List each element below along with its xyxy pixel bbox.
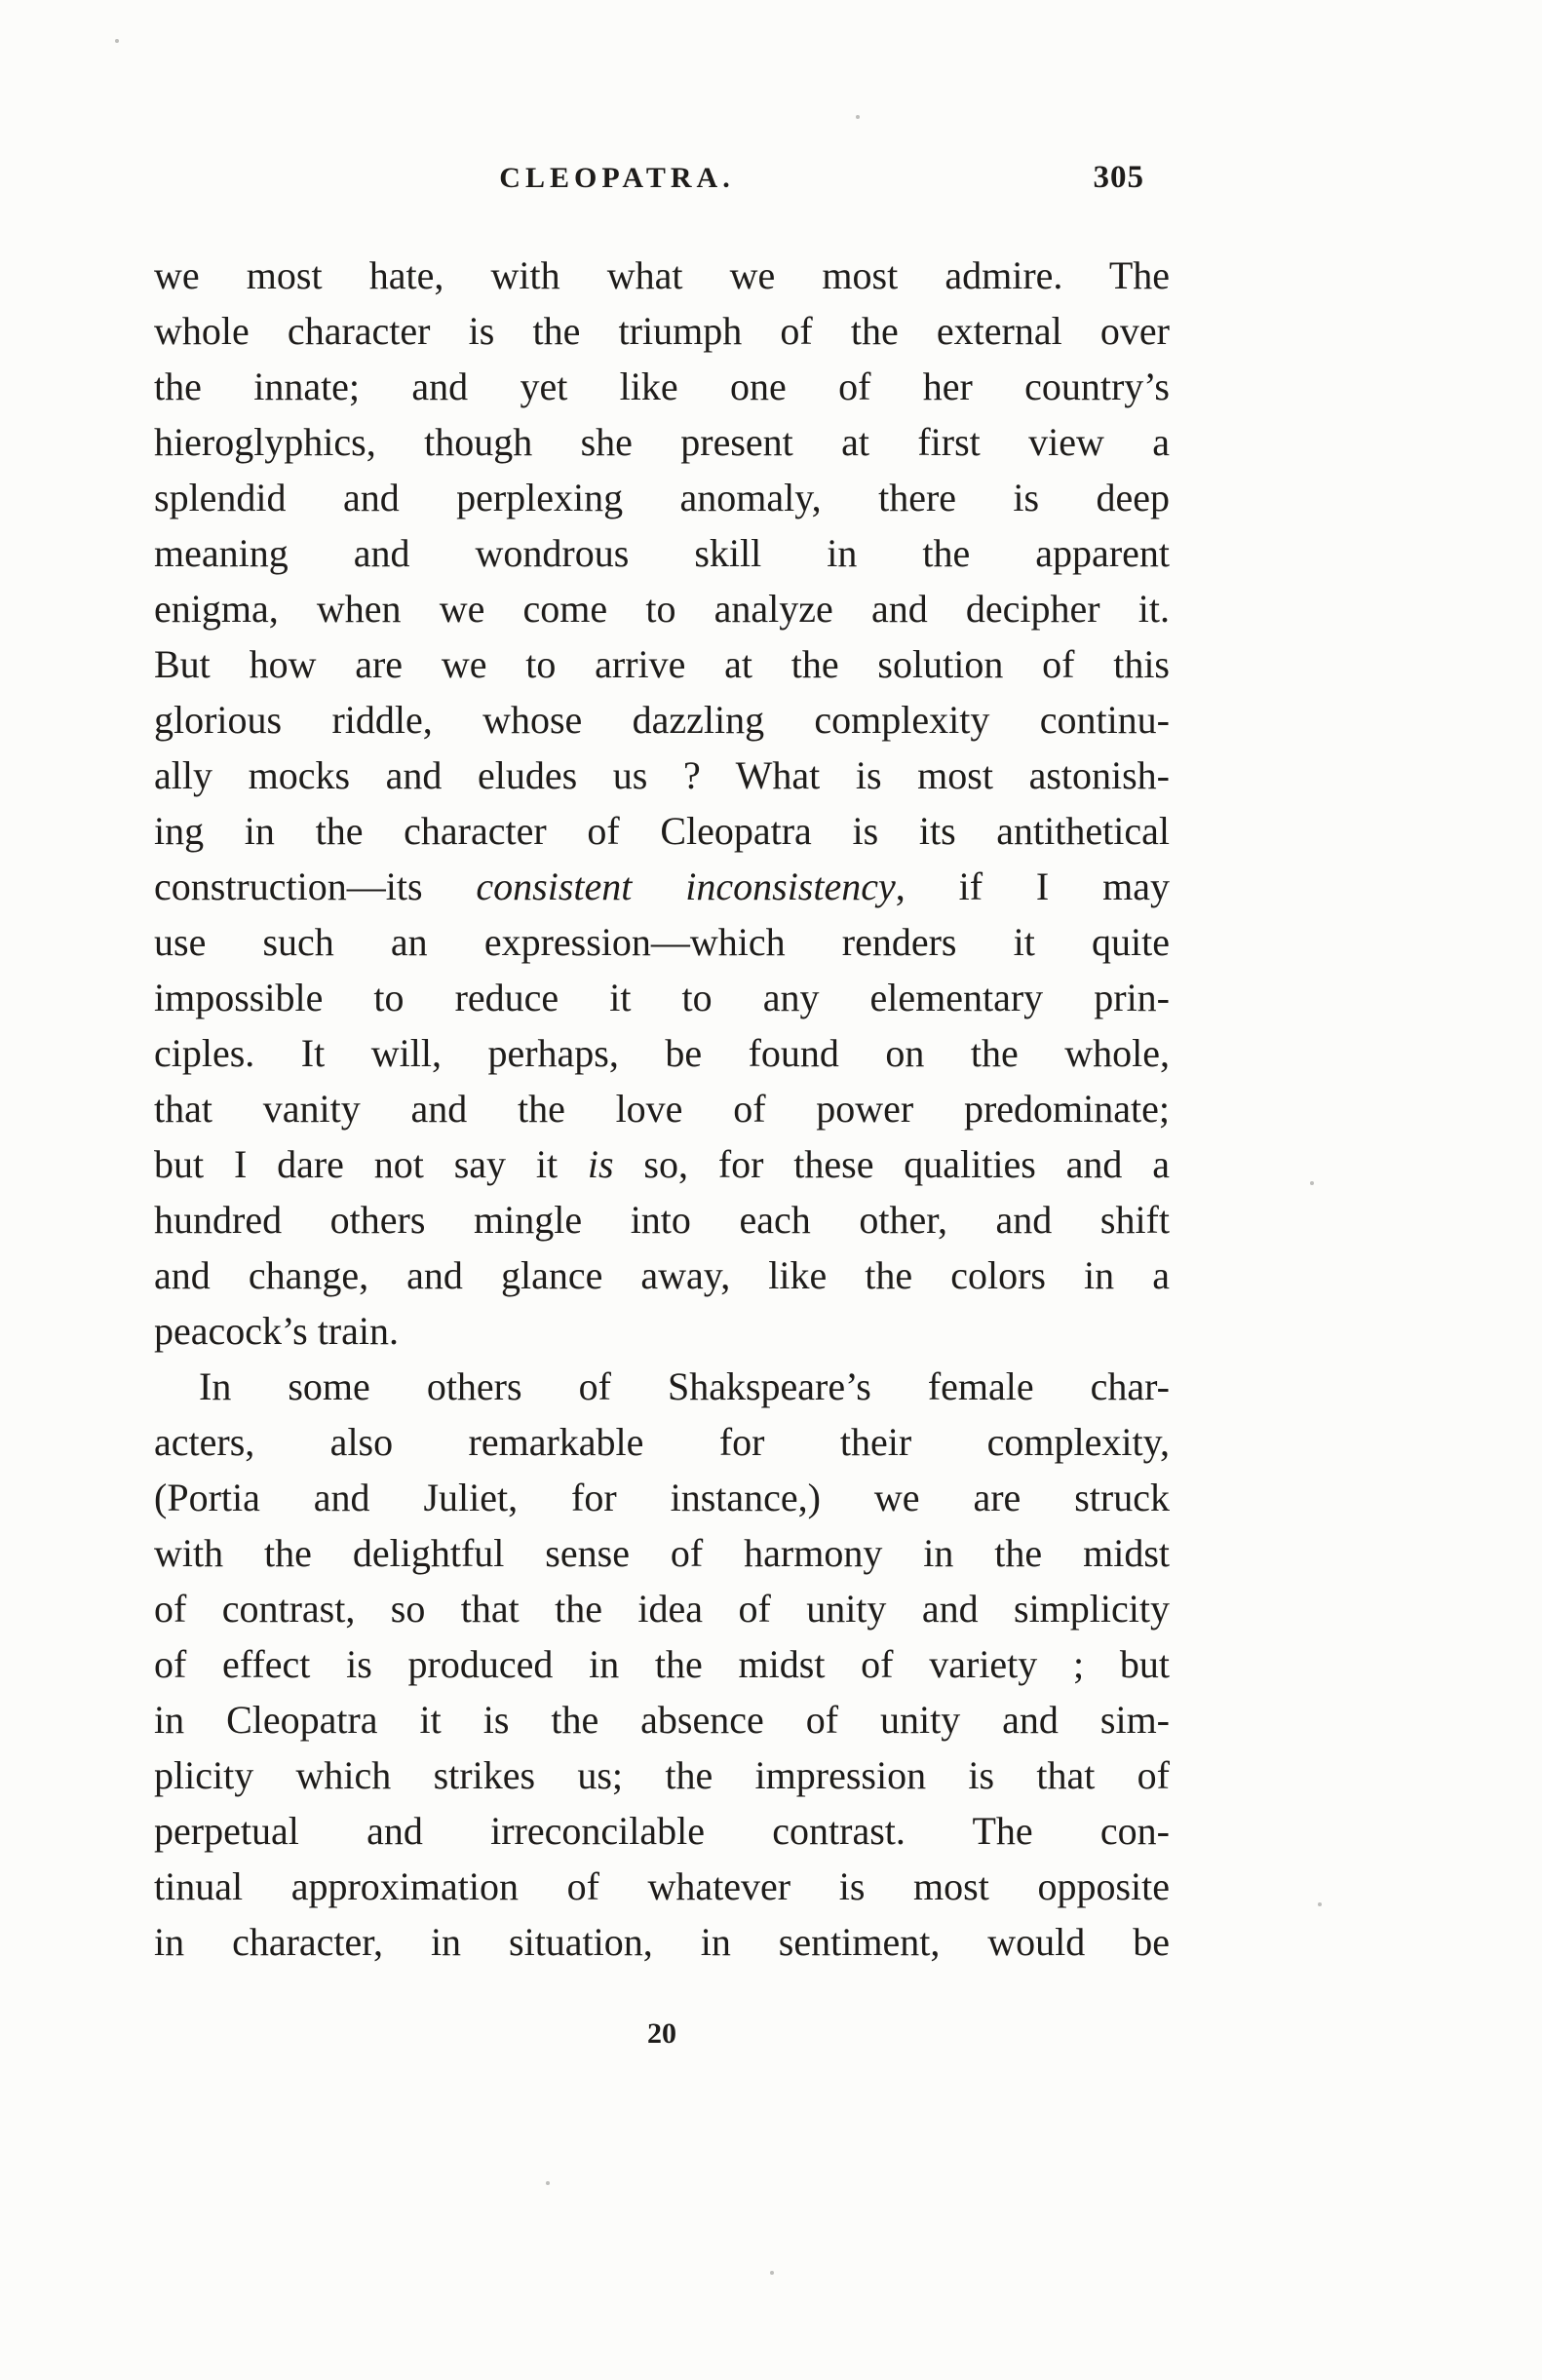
text-line: [154, 248, 1170, 303]
text-line: [154, 1248, 1170, 1303]
text-line: [154, 1525, 1170, 1581]
page-number: 305: [1093, 160, 1144, 195]
text-segment: construction—its: [154, 864, 477, 908]
text-segment: hieroglyphics, though she present at first view a: [154, 420, 1170, 464]
text-segment: ing in the character of Cleopatra is its antithetical: [154, 809, 1170, 853]
italic-text: is: [587, 1142, 614, 1186]
text-segment: in character, in situation, in sentiment, would be: [154, 1920, 1170, 1964]
text-line: [154, 414, 1170, 470]
text-segment: splendid and perplexing anomaly, there is deep: [154, 476, 1170, 519]
text-line: [154, 1414, 1170, 1470]
text-segment: (Portia and Juliet, for instance,) we are struck: [154, 1476, 1170, 1519]
text-segment: tinual approximation of whatever is most opposite: [154, 1864, 1170, 1908]
text-line: [154, 1025, 1170, 1081]
text-line: [154, 803, 1170, 859]
text-segment: But how are we to arrive at the solution of this: [154, 642, 1170, 686]
text-segment: ciples. It will, perhaps, be found on the whole,: [154, 1031, 1170, 1075]
signature-mark: 20: [647, 2017, 676, 2050]
running-title: CLEOPATRA.: [499, 162, 735, 194]
text-segment: and change, and glance away, like the colors in a: [154, 1253, 1170, 1297]
page-header: [154, 162, 1170, 214]
text-line: [154, 1859, 1170, 1914]
text-segment: but I dare not say it: [154, 1142, 588, 1186]
scan-speck: [546, 2181, 550, 2185]
text-line: [154, 470, 1170, 525]
text-line: [154, 692, 1170, 748]
text-segment: peacock’s train.: [154, 1309, 399, 1353]
scan-speck: [1318, 1902, 1322, 1906]
text-line: [154, 303, 1170, 359]
text-segment: the innate; and yet like one of her country’s: [154, 365, 1170, 408]
text-line: [154, 1747, 1170, 1803]
text-segment: with the delightful sense of harmony in the midst: [154, 1531, 1170, 1575]
scan-speck: [856, 115, 860, 119]
text-line: [154, 748, 1170, 803]
text-segment: plicity which strikes us; the impression is that of: [154, 1753, 1170, 1797]
text-segment: glorious riddle, whose dazzling complexity continu-: [154, 698, 1170, 742]
text-line: [154, 1914, 1170, 1970]
scan-speck: [115, 39, 119, 43]
text-line: [154, 1803, 1170, 1859]
text-segment: acters, also remarkable for their complexity,: [154, 1420, 1170, 1464]
text-segment: we most hate, with what we most admire. The: [154, 253, 1170, 297]
text-segment: that vanity and the love of power predominate;: [154, 1087, 1170, 1131]
text-line: [154, 914, 1170, 970]
text-line: [154, 1303, 1170, 1359]
text-line: [154, 1470, 1170, 1525]
text-line: [154, 1136, 1170, 1192]
text-segment: whole character is the triumph of the external over: [154, 309, 1170, 353]
italic-text: consistent inconsistency: [476, 864, 896, 908]
text-line: [154, 636, 1170, 692]
text-segment: In some others of Shakspeare’s female char-: [199, 1364, 1170, 1408]
scan-speck: [770, 2271, 774, 2275]
text-segment: of contrast, so that the idea of unity and simplicity: [154, 1587, 1170, 1631]
text-line: [154, 1692, 1170, 1747]
text-line: [154, 1359, 1170, 1414]
text-segment: ally mocks and eludes us ? What is most astonish-: [154, 753, 1170, 797]
text-segment: hundred others mingle into each other, and shift: [154, 1198, 1170, 1242]
text-segment: impossible to reduce it to any elementary prin-: [154, 976, 1170, 1019]
text-segment: so, for these qualities and a: [613, 1142, 1170, 1186]
text-line: [154, 1581, 1170, 1636]
text-segment: use such an expression—which renders it quite: [154, 920, 1170, 964]
text-line: [154, 1636, 1170, 1692]
body-text: [154, 248, 1170, 1970]
text-line: [154, 581, 1170, 636]
text-line: [154, 359, 1170, 414]
text-line: [154, 1081, 1170, 1136]
text-line: [154, 970, 1170, 1025]
scan-speck: [1310, 1181, 1314, 1185]
text-segment: in Cleopatra it is the absence of unity and sim-: [154, 1698, 1170, 1742]
text-segment: , if I may: [895, 864, 1170, 908]
text-line: [154, 1192, 1170, 1248]
text-segment: perpetual and irreconcilable contrast. The con-: [154, 1809, 1170, 1853]
text-segment: enigma, when we come to analyze and decipher it.: [154, 587, 1170, 631]
text-segment: of effect is produced in the midst of variety ; but: [154, 1642, 1170, 1686]
text-line: [154, 525, 1170, 581]
text-line: [154, 859, 1170, 914]
text-segment: meaning and wondrous skill in the apparent: [154, 531, 1170, 575]
